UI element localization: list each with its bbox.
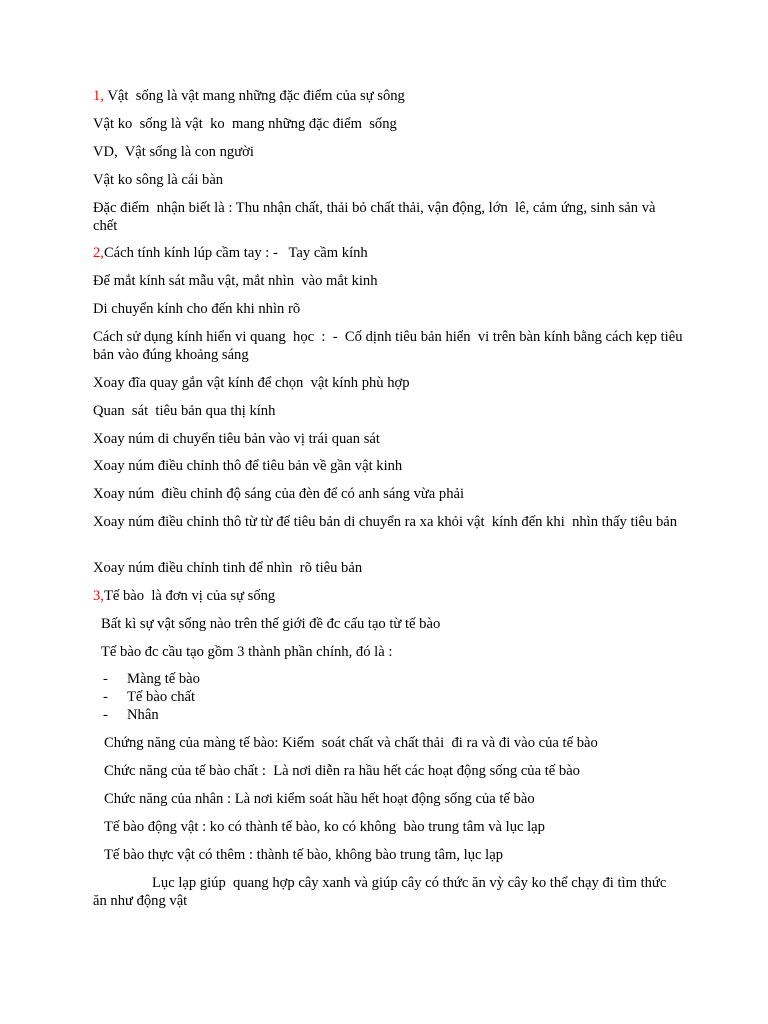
bullet-item — [103, 688, 195, 706]
section2-line: Xoay núm di chuyển tiêu bản vào vị trái quan sát — [93, 431, 380, 447]
section3-line: Tế bào thực vật có thêm : thành tế bào, không bào trung tâm, lục lạp — [104, 847, 503, 863]
section3-heading — [93, 587, 683, 605]
section3-intro: Tế bào đc cầu tạo gồm 3 thành phần chính, đó là : — [101, 644, 393, 660]
section2-line: Để mắt kính sát mẫu vật, mắt nhìn vào mắt kinh — [93, 273, 378, 289]
section1-number: 1, — [93, 88, 104, 104]
section3-closing: Lục lạp giúp quang hợp cây xanh và giúp cây có thức ăn vỳ cây ko thể chạy đi tìm thức ăn như động vật — [93, 875, 670, 909]
section1-heading — [93, 87, 683, 105]
section3-line: Chứng năng của màng tế bào: Kiểm soát chất và chất thải đi ra và đi vào của tế bào — [104, 735, 598, 751]
section2-line: Xoay núm điều chỉnh thô từ từ để tiêu bản di chuyển ra xa khỏi vật kính đến khi nhìn thấy tiêu bản — [93, 514, 678, 530]
section2-line: Xoay núm điều chỉnh độ sáng của đèn để có anh sáng vừa phải — [93, 486, 465, 502]
bullet-label: Màng tế bào — [127, 671, 200, 687]
section1-line: Vật ko sống là vật ko mang những đặc điểm sống — [93, 116, 397, 132]
bullet-item — [103, 706, 159, 724]
section2-line: Cách sử dụng kính hiển vi quang học : - Cố dịnh tiêu bản hiển vi trên bàn kính bằng cách kẹp tiêu bản vào đúng khoảng sáng — [93, 329, 687, 363]
bullet-dash: - — [103, 689, 108, 705]
bullet-dash: - — [103, 671, 108, 687]
section2-line: Xoay núm điều chỉnh thô để tiêu bản về gần vật kinh — [93, 458, 403, 474]
bullet-label: Nhân — [127, 707, 159, 723]
bullet-label: Tế bào chất — [127, 689, 196, 705]
section3-number: 3, — [93, 588, 104, 604]
section2-line: Xoay núm điều chỉnh tinh để nhìn rõ tiêu bản — [93, 560, 363, 576]
section3-intro: Bất kì sự vật sống nào trên thế giới đề đc cấu tạo từ tế bào — [101, 616, 441, 632]
section1-line: Đặc điểm nhận biết là : Thu nhận chất, thải bỏ chất thải, vận động, lớn lê, cảm ứng, sinh sản và chết — [93, 200, 660, 234]
section3-line: Tế bào động vật : ko có thành tế bào, ko có không bào trung tâm và lục lạp — [104, 819, 545, 835]
section2-heading-text: Cách tính kính lúp cầm tay : - Tay cầm kính — [103, 245, 368, 261]
section2-number: 2, — [93, 245, 104, 261]
section1-line: Vật ko sông là cái bàn — [93, 172, 224, 188]
section1-line: VD, Vật sống là con người — [93, 144, 254, 160]
section3-line: Chức năng của nhân : Là nơi kiểm soát hầu hết hoạt động sống của tế bào — [104, 791, 535, 807]
bullet-item — [103, 670, 200, 688]
section2-line: Xoay đĩa quay gắn vật kính để chọn vật kính phù hợp — [93, 375, 410, 391]
bullet-dash: - — [103, 707, 108, 723]
section3-heading-text: Tế bào là đơn vị của sự sống — [103, 588, 276, 604]
section1-heading-text: Vật sống là vật mang những đặc điểm của sự sông — [103, 88, 405, 104]
section3-line: Chức năng của tế bào chất : Là nơi diễn ra hầu hết các hoạt động sống của tế bào — [104, 763, 580, 779]
section2-line: Di chuyển kính cho đến khi nhìn rõ — [93, 301, 301, 317]
section2-line: Quan sát tiêu bản qua thị kính — [93, 403, 276, 419]
section2-heading — [93, 244, 683, 262]
